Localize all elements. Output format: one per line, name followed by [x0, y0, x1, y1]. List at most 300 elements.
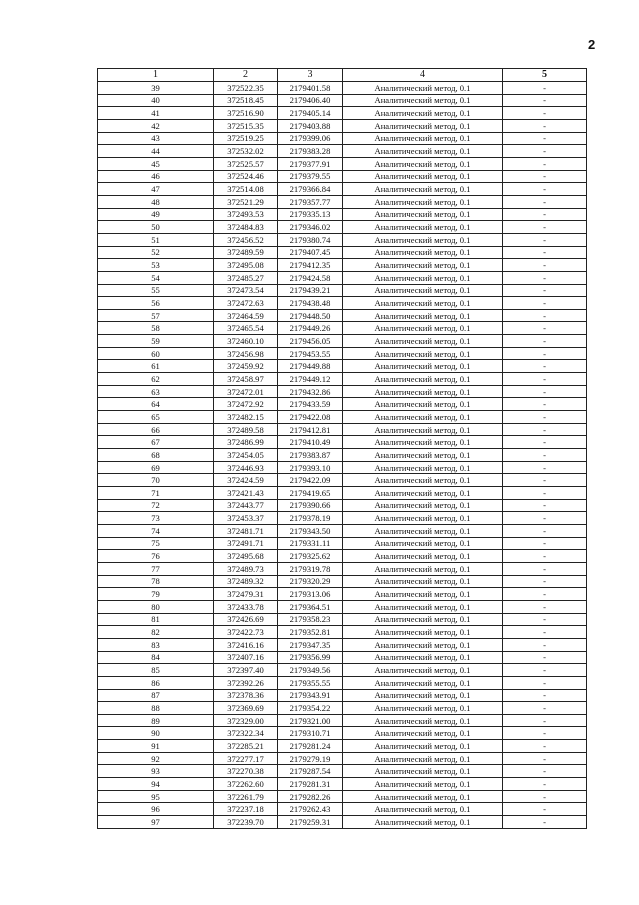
cell-y-coordinate: 2179399.06	[278, 132, 343, 145]
cell-method: Аналитический метод, 0.1	[343, 436, 503, 449]
cell-method: Аналитический метод, 0.1	[343, 271, 503, 284]
cell-description: -	[503, 297, 587, 310]
cell-x-coordinate: 372285.21	[214, 740, 278, 753]
table-row	[98, 322, 587, 335]
cell-method: Аналитический метод, 0.1	[343, 284, 503, 297]
cell-method: Аналитический метод, 0.1	[343, 499, 503, 512]
cell-point-number: 51	[98, 233, 214, 246]
cell-method: Аналитический метод, 0.1	[343, 474, 503, 487]
cell-y-coordinate: 2179407.45	[278, 246, 343, 259]
cell-point-number: 69	[98, 461, 214, 474]
cell-method: Аналитический метод, 0.1	[343, 790, 503, 803]
cell-point-number: 80	[98, 600, 214, 613]
cell-method: Аналитический метод, 0.1	[343, 398, 503, 411]
cell-x-coordinate: 372493.53	[214, 208, 278, 221]
cell-description: -	[503, 626, 587, 639]
table-row	[98, 119, 587, 132]
cell-method: Аналитический метод, 0.1	[343, 638, 503, 651]
cell-point-number: 60	[98, 347, 214, 360]
cell-x-coordinate: 372518.45	[214, 94, 278, 107]
cell-method: Аналитический метод, 0.1	[343, 714, 503, 727]
cell-method: Аналитический метод, 0.1	[343, 702, 503, 715]
cell-method: Аналитический метод, 0.1	[343, 183, 503, 196]
cell-method: Аналитический метод, 0.1	[343, 651, 503, 664]
cell-x-coordinate: 372237.18	[214, 803, 278, 816]
table-row	[98, 449, 587, 462]
cell-description: -	[503, 499, 587, 512]
cell-description: -	[503, 714, 587, 727]
cell-description: -	[503, 740, 587, 753]
cell-y-coordinate: 2179410.49	[278, 436, 343, 449]
cell-point-number: 42	[98, 119, 214, 132]
cell-y-coordinate: 2179320.29	[278, 575, 343, 588]
cell-method: Аналитический метод, 0.1	[343, 107, 503, 120]
cell-y-coordinate: 2179393.10	[278, 461, 343, 474]
cell-description: -	[503, 246, 587, 259]
table-row	[98, 702, 587, 715]
table-row	[98, 638, 587, 651]
cell-description: -	[503, 373, 587, 386]
header-x-coordinate: 2	[214, 69, 278, 82]
cell-x-coordinate: 372472.92	[214, 398, 278, 411]
cell-point-number: 67	[98, 436, 214, 449]
cell-point-number: 74	[98, 524, 214, 537]
cell-y-coordinate: 2179449.26	[278, 322, 343, 335]
table-row	[98, 499, 587, 512]
cell-method: Аналитический метод, 0.1	[343, 145, 503, 158]
cell-y-coordinate: 2179357.77	[278, 195, 343, 208]
cell-point-number: 77	[98, 562, 214, 575]
cell-x-coordinate: 372522.35	[214, 82, 278, 95]
cell-method: Аналитический метод, 0.1	[343, 246, 503, 259]
cell-method: Аналитический метод, 0.1	[343, 309, 503, 322]
cell-y-coordinate: 2179406.40	[278, 94, 343, 107]
cell-y-coordinate: 2179432.86	[278, 385, 343, 398]
cell-x-coordinate: 372433.78	[214, 600, 278, 613]
cell-description: -	[503, 398, 587, 411]
cell-description: -	[503, 208, 587, 221]
cell-description: -	[503, 195, 587, 208]
cell-y-coordinate: 2179405.14	[278, 107, 343, 120]
cell-method: Аналитический метод, 0.1	[343, 803, 503, 816]
cell-x-coordinate: 372239.70	[214, 816, 278, 829]
table-row	[98, 816, 587, 829]
cell-point-number: 76	[98, 550, 214, 563]
table-row	[98, 588, 587, 601]
cell-x-coordinate: 372491.71	[214, 537, 278, 550]
cell-point-number: 88	[98, 702, 214, 715]
table-row	[98, 145, 587, 158]
cell-x-coordinate: 372322.34	[214, 727, 278, 740]
cell-method: Аналитический метод, 0.1	[343, 360, 503, 373]
table-row	[98, 335, 587, 348]
cell-method: Аналитический метод, 0.1	[343, 765, 503, 778]
cell-description: -	[503, 752, 587, 765]
cell-point-number: 66	[98, 423, 214, 436]
cell-y-coordinate: 2179383.28	[278, 145, 343, 158]
cell-description: -	[503, 145, 587, 158]
cell-x-coordinate: 372484.83	[214, 221, 278, 234]
cell-method: Аналитический метод, 0.1	[343, 322, 503, 335]
cell-x-coordinate: 372465.54	[214, 322, 278, 335]
cell-y-coordinate: 2179358.23	[278, 613, 343, 626]
cell-point-number: 65	[98, 411, 214, 424]
cell-description: -	[503, 157, 587, 170]
table-row	[98, 208, 587, 221]
cell-description: -	[503, 423, 587, 436]
table-header	[98, 69, 587, 82]
table-row	[98, 195, 587, 208]
cell-x-coordinate: 372519.25	[214, 132, 278, 145]
cell-x-coordinate: 372261.79	[214, 790, 278, 803]
cell-method: Аналитический метод, 0.1	[343, 626, 503, 639]
cell-y-coordinate: 2179439.21	[278, 284, 343, 297]
cell-method: Аналитический метод, 0.1	[343, 157, 503, 170]
cell-point-number: 73	[98, 512, 214, 525]
cell-y-coordinate: 2179287.54	[278, 765, 343, 778]
cell-description: -	[503, 461, 587, 474]
table-row	[98, 664, 587, 677]
cell-method: Аналитический метод, 0.1	[343, 512, 503, 525]
cell-point-number: 50	[98, 221, 214, 234]
cell-point-number: 48	[98, 195, 214, 208]
table-row	[98, 550, 587, 563]
table-row	[98, 575, 587, 588]
cell-y-coordinate: 2179259.31	[278, 816, 343, 829]
cell-x-coordinate: 372459.92	[214, 360, 278, 373]
cell-x-coordinate: 372473.54	[214, 284, 278, 297]
cell-y-coordinate: 2179412.81	[278, 423, 343, 436]
table-row	[98, 411, 587, 424]
table-row	[98, 562, 587, 575]
cell-method: Аналитический метод, 0.1	[343, 221, 503, 234]
cell-description: -	[503, 449, 587, 462]
table-row	[98, 474, 587, 487]
cell-point-number: 71	[98, 487, 214, 500]
cell-y-coordinate: 2179352.81	[278, 626, 343, 639]
header-y-coordinate: 3	[278, 69, 343, 82]
cell-method: Аналитический метод, 0.1	[343, 347, 503, 360]
cell-point-number: 47	[98, 183, 214, 196]
cell-point-number: 44	[98, 145, 214, 158]
table-row	[98, 284, 587, 297]
cell-description: -	[503, 664, 587, 677]
cell-method: Аналитический метод, 0.1	[343, 208, 503, 221]
cell-y-coordinate: 2179282.26	[278, 790, 343, 803]
cell-method: Аналитический метод, 0.1	[343, 588, 503, 601]
table-row	[98, 132, 587, 145]
cell-x-coordinate: 372516.90	[214, 107, 278, 120]
cell-description: -	[503, 284, 587, 297]
cell-method: Аналитический метод, 0.1	[343, 195, 503, 208]
cell-point-number: 43	[98, 132, 214, 145]
cell-point-number: 78	[98, 575, 214, 588]
cell-y-coordinate: 2179378.19	[278, 512, 343, 525]
table-row	[98, 740, 587, 753]
cell-method: Аналитический метод, 0.1	[343, 82, 503, 95]
header-point-number: 1	[98, 69, 214, 82]
cell-point-number: 84	[98, 651, 214, 664]
cell-method: Аналитический метод, 0.1	[343, 575, 503, 588]
cell-x-coordinate: 372521.29	[214, 195, 278, 208]
cell-point-number: 95	[98, 790, 214, 803]
cell-x-coordinate: 372489.73	[214, 562, 278, 575]
cell-point-number: 59	[98, 335, 214, 348]
cell-x-coordinate: 372456.52	[214, 233, 278, 246]
cell-x-coordinate: 372424.59	[214, 474, 278, 487]
cell-method: Аналитический метод, 0.1	[343, 94, 503, 107]
table-row	[98, 271, 587, 284]
cell-point-number: 41	[98, 107, 214, 120]
cell-description: -	[503, 411, 587, 424]
cell-method: Аналитический метод, 0.1	[343, 676, 503, 689]
cell-method: Аналитический метод, 0.1	[343, 487, 503, 500]
cell-x-coordinate: 372421.43	[214, 487, 278, 500]
cell-x-coordinate: 372489.32	[214, 575, 278, 588]
cell-description: -	[503, 170, 587, 183]
cell-y-coordinate: 2179310.71	[278, 727, 343, 740]
cell-description: -	[503, 347, 587, 360]
cell-y-coordinate: 2179281.31	[278, 778, 343, 791]
cell-y-coordinate: 2179325.62	[278, 550, 343, 563]
cell-method: Аналитический метод, 0.1	[343, 550, 503, 563]
cell-y-coordinate: 2179424.58	[278, 271, 343, 284]
cell-x-coordinate: 372329.00	[214, 714, 278, 727]
cell-x-coordinate: 372456.98	[214, 347, 278, 360]
table-row	[98, 221, 587, 234]
header-method: 4	[343, 69, 503, 82]
cell-y-coordinate: 2179379.55	[278, 170, 343, 183]
cell-description: -	[503, 588, 587, 601]
cell-method: Аналитический метод, 0.1	[343, 461, 503, 474]
cell-x-coordinate: 372416.16	[214, 638, 278, 651]
table-row	[98, 461, 587, 474]
cell-description: -	[503, 233, 587, 246]
cell-x-coordinate: 372464.59	[214, 309, 278, 322]
table-row	[98, 651, 587, 664]
cell-method: Аналитический метод, 0.1	[343, 411, 503, 424]
cell-y-coordinate: 2179383.87	[278, 449, 343, 462]
cell-point-number: 39	[98, 82, 214, 95]
cell-y-coordinate: 2179349.56	[278, 664, 343, 677]
cell-point-number: 75	[98, 537, 214, 550]
cell-method: Аналитический метод, 0.1	[343, 335, 503, 348]
cell-description: -	[503, 436, 587, 449]
cell-point-number: 56	[98, 297, 214, 310]
cell-description: -	[503, 82, 587, 95]
cell-description: -	[503, 676, 587, 689]
cell-y-coordinate: 2179380.74	[278, 233, 343, 246]
cell-point-number: 81	[98, 613, 214, 626]
cell-method: Аналитический метод, 0.1	[343, 373, 503, 386]
cell-description: -	[503, 790, 587, 803]
cell-method: Аналитический метод, 0.1	[343, 816, 503, 829]
cell-x-coordinate: 372446.93	[214, 461, 278, 474]
cell-y-coordinate: 2179319.78	[278, 562, 343, 575]
table-row	[98, 600, 587, 613]
table-row	[98, 423, 587, 436]
cell-y-coordinate: 2179355.55	[278, 676, 343, 689]
table-row	[98, 790, 587, 803]
cell-x-coordinate: 372262.60	[214, 778, 278, 791]
cell-y-coordinate: 2179321.00	[278, 714, 343, 727]
cell-description: -	[503, 613, 587, 626]
cell-description: -	[503, 132, 587, 145]
cell-description: -	[503, 107, 587, 120]
cell-x-coordinate: 372472.01	[214, 385, 278, 398]
cell-x-coordinate: 372369.69	[214, 702, 278, 715]
cell-point-number: 53	[98, 259, 214, 272]
table-row	[98, 524, 587, 537]
cell-y-coordinate: 2179390.66	[278, 499, 343, 512]
cell-description: -	[503, 727, 587, 740]
cell-y-coordinate: 2179346.02	[278, 221, 343, 234]
cell-description: -	[503, 309, 587, 322]
cell-method: Аналитический метод, 0.1	[343, 423, 503, 436]
cell-point-number: 49	[98, 208, 214, 221]
cell-description: -	[503, 600, 587, 613]
header-description: 5	[503, 69, 587, 82]
cell-y-coordinate: 2179262.43	[278, 803, 343, 816]
cell-x-coordinate: 372486.99	[214, 436, 278, 449]
cell-x-coordinate: 372472.63	[214, 297, 278, 310]
cell-description: -	[503, 487, 587, 500]
table-row	[98, 765, 587, 778]
table-row	[98, 537, 587, 550]
cell-method: Аналитический метод, 0.1	[343, 664, 503, 677]
cell-x-coordinate: 372514.08	[214, 183, 278, 196]
cell-point-number: 94	[98, 778, 214, 791]
cell-description: -	[503, 702, 587, 715]
cell-description: -	[503, 221, 587, 234]
cell-x-coordinate: 372495.68	[214, 550, 278, 563]
cell-description: -	[503, 183, 587, 196]
cell-method: Аналитический метод, 0.1	[343, 537, 503, 550]
cell-y-coordinate: 2179449.12	[278, 373, 343, 386]
cell-point-number: 40	[98, 94, 214, 107]
cell-description: -	[503, 271, 587, 284]
table-row	[98, 512, 587, 525]
cell-description: -	[503, 816, 587, 829]
cell-method: Аналитический метод, 0.1	[343, 132, 503, 145]
cell-description: -	[503, 385, 587, 398]
cell-x-coordinate: 372479.31	[214, 588, 278, 601]
cell-y-coordinate: 2179419.65	[278, 487, 343, 500]
cell-point-number: 62	[98, 373, 214, 386]
cell-x-coordinate: 372378.36	[214, 689, 278, 702]
cell-method: Аналитический метод, 0.1	[343, 727, 503, 740]
cell-point-number: 96	[98, 803, 214, 816]
cell-x-coordinate: 372407.16	[214, 651, 278, 664]
cell-x-coordinate: 372515.35	[214, 119, 278, 132]
cell-description: -	[503, 524, 587, 537]
cell-x-coordinate: 372481.71	[214, 524, 278, 537]
cell-method: Аналитический метод, 0.1	[343, 689, 503, 702]
cell-point-number: 82	[98, 626, 214, 639]
cell-x-coordinate: 372453.37	[214, 512, 278, 525]
cell-method: Аналитический метод, 0.1	[343, 119, 503, 132]
cell-point-number: 92	[98, 752, 214, 765]
cell-method: Аналитический метод, 0.1	[343, 613, 503, 626]
cell-y-coordinate: 2179364.51	[278, 600, 343, 613]
cell-point-number: 85	[98, 664, 214, 677]
cell-description: -	[503, 94, 587, 107]
cell-point-number: 70	[98, 474, 214, 487]
cell-x-coordinate: 372525.57	[214, 157, 278, 170]
cell-method: Аналитический метод, 0.1	[343, 778, 503, 791]
cell-point-number: 91	[98, 740, 214, 753]
cell-y-coordinate: 2179313.06	[278, 588, 343, 601]
cell-y-coordinate: 2179281.24	[278, 740, 343, 753]
table-row	[98, 373, 587, 386]
cell-x-coordinate: 372485.27	[214, 271, 278, 284]
cell-y-coordinate: 2179354.22	[278, 702, 343, 715]
cell-point-number: 87	[98, 689, 214, 702]
cell-x-coordinate: 372482.15	[214, 411, 278, 424]
cell-method: Аналитический метод, 0.1	[343, 233, 503, 246]
cell-y-coordinate: 2179438.48	[278, 297, 343, 310]
cell-description: -	[503, 575, 587, 588]
cell-x-coordinate: 372489.58	[214, 423, 278, 436]
cell-method: Аналитический метод, 0.1	[343, 449, 503, 462]
cell-y-coordinate: 2179456.05	[278, 335, 343, 348]
table-row	[98, 487, 587, 500]
cell-point-number: 79	[98, 588, 214, 601]
cell-description: -	[503, 638, 587, 651]
table-row	[98, 82, 587, 95]
cell-point-number: 61	[98, 360, 214, 373]
table-row	[98, 107, 587, 120]
table-row	[98, 360, 587, 373]
cell-description: -	[503, 778, 587, 791]
cell-y-coordinate: 2179347.35	[278, 638, 343, 651]
table-row	[98, 436, 587, 449]
table-row	[98, 246, 587, 259]
cell-y-coordinate: 2179412.35	[278, 259, 343, 272]
cell-x-coordinate: 372422.73	[214, 626, 278, 639]
coordinates-table	[97, 68, 587, 829]
cell-x-coordinate: 372460.10	[214, 335, 278, 348]
table-row	[98, 347, 587, 360]
cell-method: Аналитический метод, 0.1	[343, 524, 503, 537]
cell-description: -	[503, 322, 587, 335]
cell-x-coordinate: 372397.40	[214, 664, 278, 677]
cell-description: -	[503, 335, 587, 348]
table-row	[98, 309, 587, 322]
table-row	[98, 398, 587, 411]
cell-method: Аналитический метод, 0.1	[343, 297, 503, 310]
cell-method: Аналитический метод, 0.1	[343, 740, 503, 753]
table-row	[98, 727, 587, 740]
cell-point-number: 64	[98, 398, 214, 411]
header-row	[98, 69, 587, 82]
cell-point-number: 90	[98, 727, 214, 740]
cell-description: -	[503, 562, 587, 575]
cell-point-number: 72	[98, 499, 214, 512]
cell-y-coordinate: 2179448.50	[278, 309, 343, 322]
cell-method: Аналитический метод, 0.1	[343, 752, 503, 765]
table-row	[98, 778, 587, 791]
cell-x-coordinate: 372524.46	[214, 170, 278, 183]
cell-x-coordinate: 372277.17	[214, 752, 278, 765]
cell-method: Аналитический метод, 0.1	[343, 562, 503, 575]
cell-x-coordinate: 372489.59	[214, 246, 278, 259]
page-number: 2	[588, 37, 596, 52]
cell-point-number: 54	[98, 271, 214, 284]
cell-point-number: 68	[98, 449, 214, 462]
cell-point-number: 89	[98, 714, 214, 727]
cell-y-coordinate: 2179366.84	[278, 183, 343, 196]
